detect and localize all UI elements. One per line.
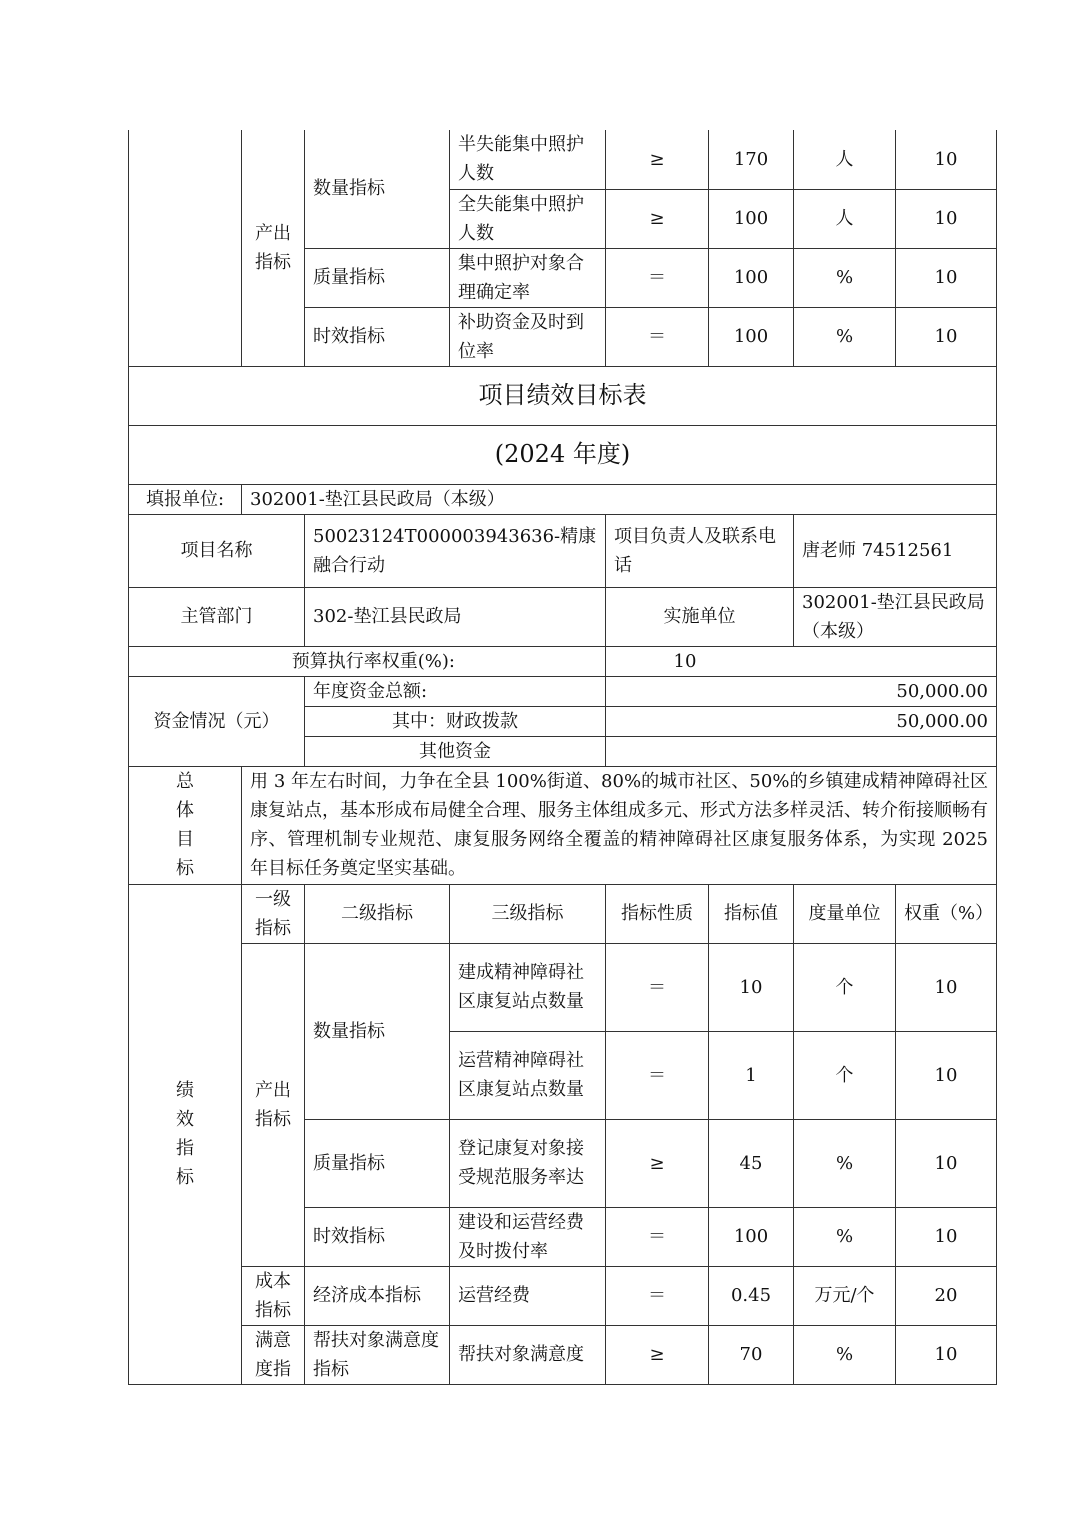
satisfaction-indicator-label: 满意度指 [242, 1325, 305, 1384]
indicator-weight: 10 [896, 1119, 997, 1207]
indicator-unit: 个 [794, 1031, 896, 1119]
level3-indicator: 登记康复对象接受规范服务率达 [450, 1119, 606, 1207]
contact-value: 唐老师 74512561 [794, 514, 997, 587]
table-year: (2024 年度) [129, 425, 997, 484]
table-row [129, 766, 997, 884]
level3-indicator: 全失能集中照护人数 [450, 189, 606, 248]
performance-goal-table [128, 130, 997, 1385]
indicator-value: 45 [709, 1119, 794, 1207]
cost-indicator-label: 成本指标 [242, 1266, 305, 1325]
satisfaction-level2: 帮扶对象满意度指标 [305, 1325, 450, 1384]
indicator-value: 1 [709, 1031, 794, 1119]
indicator-value: 100 [709, 1207, 794, 1266]
reporting-unit-label: 填报单位: [129, 484, 242, 514]
indicator-unit: % [794, 307, 896, 366]
project-name-value: 50023124T000003943636-精康融合行动 [305, 514, 606, 587]
output-indicator-label: 产出指标 [242, 130, 305, 366]
funds-other-value [606, 736, 997, 766]
header-level3: 三级指标 [450, 884, 606, 943]
header-level1: 一级指标 [242, 884, 305, 943]
quality-indicator-label: 质量指标 [305, 1119, 450, 1207]
impl-value: 302001-垫江县民政局（本级） [794, 587, 997, 646]
table-row [129, 884, 997, 943]
indicator-weight: 10 [896, 130, 997, 189]
indicator-nature: ≥ [606, 130, 709, 189]
header-unit: 度量单位 [794, 884, 896, 943]
indicator-weight: 10 [896, 248, 997, 307]
indicator-unit: % [794, 1207, 896, 1266]
indicator-unit: % [794, 248, 896, 307]
dept-value: 302-垫江县民政局 [305, 587, 606, 646]
funds-fiscal-label: 其中：财政拨款 [305, 706, 606, 736]
impl-label: 实施单位 [606, 587, 794, 646]
indicator-unit: 万元/个 [794, 1266, 896, 1325]
level3-indicator: 集中照护对象合理确定率 [450, 248, 606, 307]
contact-label: 项目负责人及联系电话 [606, 514, 794, 587]
indicator-nature: ≥ [606, 189, 709, 248]
indicator-value: 100 [709, 248, 794, 307]
indicator-weight: 10 [896, 943, 997, 1031]
dept-label: 主管部门 [129, 587, 305, 646]
indicator-weight: 10 [896, 189, 997, 248]
funds-label: 资金情况（元） [129, 676, 305, 766]
indicator-weight: 10 [896, 1325, 997, 1384]
table-row [129, 366, 997, 425]
funds-total-label: 年度资金总额: [305, 676, 606, 706]
level3-indicator: 运营精神障碍社区康复站点数量 [450, 1031, 606, 1119]
indicator-weight: 10 [896, 307, 997, 366]
table-row [129, 1266, 997, 1325]
project-name-label: 项目名称 [129, 514, 305, 587]
timeliness-indicator-label: 时效指标 [305, 307, 450, 366]
level3-indicator: 半失能集中照护人数 [450, 130, 606, 189]
table-title: 项目绩效目标表 [129, 366, 997, 425]
indicator-unit: % [794, 1325, 896, 1384]
level3-indicator: 帮扶对象满意度 [450, 1325, 606, 1384]
indicator-unit: 人 [794, 130, 896, 189]
indicator-unit: 人 [794, 189, 896, 248]
indicator-nature: ＝ [606, 1266, 709, 1325]
table-row [129, 587, 997, 646]
level3-indicator: 补助资金及时到位率 [450, 307, 606, 366]
indicator-nature: ≥ [606, 1325, 709, 1384]
table-row [129, 1325, 997, 1384]
overall-goal-label: 总体目标 [129, 766, 242, 884]
indicator-value: 100 [709, 307, 794, 366]
indicator-nature: ＝ [606, 307, 709, 366]
budget-weight-label: 预算执行率权重(%): [129, 646, 606, 676]
funds-other-label: 其他资金 [305, 736, 606, 766]
quality-indicator-label: 质量指标 [305, 248, 450, 307]
indicator-nature: ＝ [606, 1031, 709, 1119]
indicator-value: 170 [709, 130, 794, 189]
table-row [129, 943, 997, 1031]
performance-indicator-label: 绩效指标 [129, 884, 242, 1384]
header-nature: 指标性质 [606, 884, 709, 943]
indicator-value: 0.45 [709, 1266, 794, 1325]
quantity-indicator-label: 数量指标 [305, 130, 450, 248]
table-row [129, 130, 997, 189]
economic-cost-label: 经济成本指标 [305, 1266, 450, 1325]
overall-goal-text: 用 3 年左右时间，力争在全县 100%街道、80%的城市社区、50%的乡镇建成精神障碍社区康复站点，基本形成布局健全合理、服务主体组成多元、形式方法多样灵活、转介衔接顺畅有序、管理机制专业规范、康复服务网络全覆盖的精神障碍社区康复服务体系，为实现 2025 年目标任务奠定坚实基础。 [242, 766, 997, 884]
table-row [129, 676, 997, 706]
header-value: 指标值 [709, 884, 794, 943]
indicator-weight: 10 [896, 1031, 997, 1119]
funds-total-value: 50,000.00 [606, 676, 997, 706]
indicator-nature: ＝ [606, 1207, 709, 1266]
table-row [129, 484, 997, 514]
funds-fiscal-value: 50,000.00 [606, 706, 997, 736]
indicator-nature: ≥ [606, 1119, 709, 1207]
budget-weight-value: 10 [606, 646, 997, 676]
indicator-value: 10 [709, 943, 794, 1031]
indicator-value: 100 [709, 189, 794, 248]
indicator-unit: % [794, 1119, 896, 1207]
indicator-weight: 10 [896, 1207, 997, 1266]
indicator-nature: ＝ [606, 248, 709, 307]
indicator-value: 70 [709, 1325, 794, 1384]
header-level2: 二级指标 [305, 884, 450, 943]
table-row [129, 425, 997, 484]
timeliness-indicator-label: 时效指标 [305, 1207, 450, 1266]
level3-indicator: 建成精神障碍社区康复站点数量 [450, 943, 606, 1031]
output-indicator-label: 产出指标 [242, 943, 305, 1266]
blank-cell [129, 130, 242, 366]
level3-indicator: 运营经费 [450, 1266, 606, 1325]
table-row [129, 514, 997, 587]
quantity-indicator-label: 数量指标 [305, 943, 450, 1119]
indicator-unit: 个 [794, 943, 896, 1031]
level3-indicator: 建设和运营经费及时拨付率 [450, 1207, 606, 1266]
indicator-nature: ＝ [606, 943, 709, 1031]
table-row [129, 646, 997, 676]
performance-table-page [128, 130, 996, 1385]
indicator-weight: 20 [896, 1266, 997, 1325]
header-weight: 权重（%） [896, 884, 997, 943]
reporting-unit-value: 302001-垫江县民政局（本级） [242, 484, 997, 514]
